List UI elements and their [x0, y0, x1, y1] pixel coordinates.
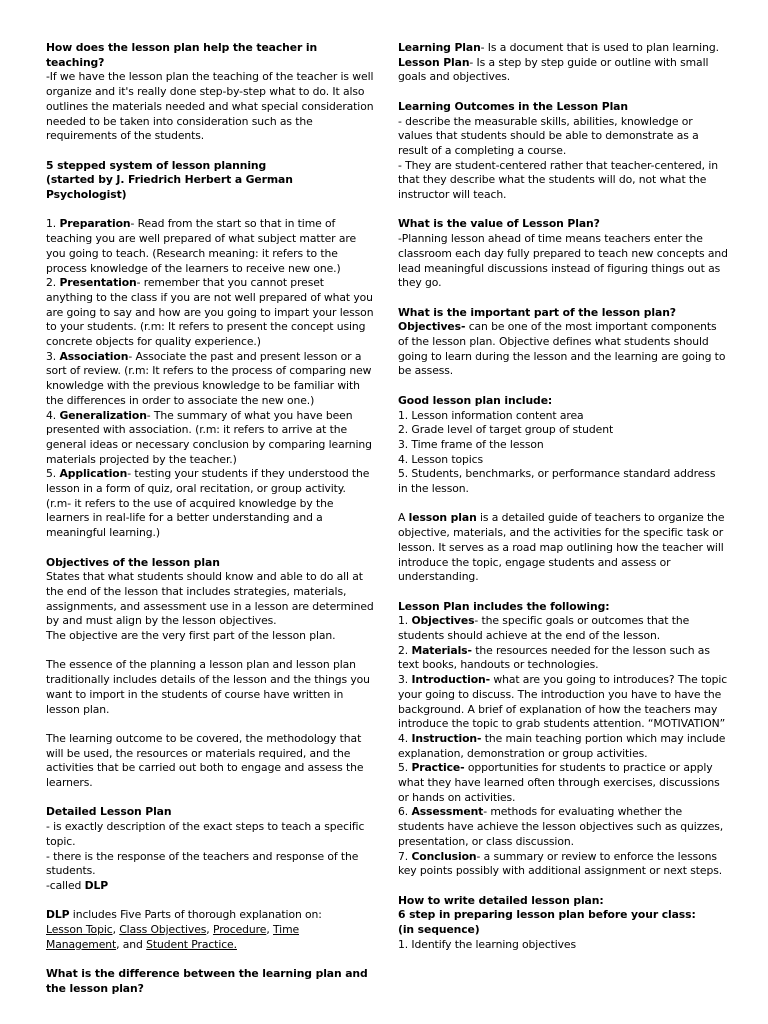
dlp-line: - is exactly description of the exact steps to teach a specific topic.: [46, 820, 365, 848]
term: lesson plan: [408, 511, 477, 525]
dlp-part: Student Practice.: [146, 937, 237, 951]
item-term: Assessment: [411, 805, 484, 819]
step-number: 4.: [46, 408, 60, 422]
dlp-part: Procedure: [212, 923, 267, 937]
step-text: - remember that you cannot preset anything to the class if you are not well prepared of what you are going to say and how are you going to impart your lesson to your students. (r.m: It refers to present the concept using concrete objects for quality experience.): [46, 276, 374, 349]
dlp-parts-text: includes Five Parts of thorough explanation on:: [69, 908, 322, 922]
separator: ,: [112, 923, 120, 937]
item-number: 1.: [398, 614, 412, 628]
include-item: [398, 614, 728, 643]
heading-objectives: Objectives of the lesson plan: [46, 555, 220, 569]
dlp-called-prefix: -called: [46, 878, 85, 892]
dlp-called-line: [46, 879, 374, 894]
right-column: [398, 41, 728, 952]
outcome-line: - They are student-centered rather that teacher-centered, in that they describe what the students will do, not what the instructor will teach.: [398, 158, 718, 202]
heading-five-stepped-system: 5 stepped system of lesson planning: [46, 158, 267, 172]
item-text: opportunities for students to practice or apply what they have learned often through exercises, discussions or hands on activities.: [398, 761, 720, 804]
separator: , and: [116, 937, 147, 951]
step-text: - The summary of what you have been presented with association. (r.m: it refers to arrive at the general ideas or necessary conclusion by comparing learning materials projected by the teacher.): [46, 408, 372, 466]
paragraph-lesson-plan-guide: [398, 511, 728, 585]
heading-value: What is the value of Lesson Plan?: [398, 217, 600, 231]
list-item: 5. Students, benchmarks, or performance standard address in the lesson.: [398, 467, 716, 496]
step-item: [46, 409, 374, 468]
include-item: [398, 761, 728, 805]
outcome-line: - describe the measurable skills, abilities, knowledge or values that students should be able to demonstrate as a result of a completing a course.: [398, 114, 699, 157]
step-term: Generalization: [59, 408, 147, 422]
paragraph-essence: The essence of the planning a lesson plan and lesson plan traditionally includes details of the lesson and the things you want to import in the students of course have written in lesson plan.: [46, 658, 370, 716]
heading-herbert-origin: (started by J. Friedrich Herbert a German Psychologist): [46, 173, 293, 202]
paragraph-important-part: [398, 320, 728, 379]
step-term: Presentation: [59, 276, 137, 290]
item-term: Introduction-: [411, 673, 491, 687]
step-term: Application: [59, 467, 128, 481]
dlp-line: - there is the response of the teachers and response of the students.: [46, 849, 359, 878]
paragraph-text: is a detailed guide of teachers to organize the objective, materials, and the activities for the specific task or lesson. It serves as a road map outlining how the teacher will introduce the topic, engage students and assess or understanding.: [398, 511, 725, 584]
heading-in-sequence: (in sequence): [398, 923, 480, 937]
item-number: 6.: [398, 805, 412, 819]
step-item: [46, 350, 374, 409]
item-term: Instruction-: [411, 731, 482, 745]
item-term: Conclusion: [411, 849, 477, 863]
step-number: 5.: [46, 467, 60, 481]
heading-important-part: What is the important part of the lesson plan?: [398, 305, 676, 319]
step-item: [46, 467, 374, 541]
term: Objectives-: [398, 320, 466, 334]
list-item: 3. Time frame of the lesson: [398, 437, 544, 451]
heading-lesson-plan-help: How does the lesson plan help the teacher in teaching?: [46, 41, 318, 69]
step-text: - Read from the start so that in time of teaching you are well prepared of what subject matter are you going to teach. (Research meaning: it refers to the process knowledge of the learners to receive new one.): [46, 217, 356, 275]
item-text: - a summary or review to enforce the lessons key points possibly with additional assignment or next steps.: [398, 849, 723, 878]
item-number: 3.: [398, 673, 412, 687]
list-item: 4. Lesson topics: [398, 452, 483, 466]
heading-detailed-lesson-plan: Detailed Lesson Plan: [46, 805, 172, 819]
item-number: 4.: [398, 731, 412, 745]
step-term: Association: [59, 349, 129, 363]
dlp-part: Class Objectives: [119, 923, 207, 937]
list-item: 2. Grade level of target group of student: [398, 423, 614, 437]
step-number: 3.: [46, 349, 60, 363]
paragraph-learning-outcome: The learning outcome to be covered, the methodology that will be used, the resources or materials required, and the activities that be carried out both to engage and assess the learners.: [46, 731, 364, 790]
step-number: 1.: [46, 217, 60, 231]
heading-learning-outcomes: Learning Outcomes in the Lesson Plan: [398, 99, 628, 113]
paragraph-prefix: A: [398, 511, 409, 525]
item-text: what are you going to introduces? The topic your going to discuss. The introduction you have to have the background. A brief of explanation of how the teachers may introduce the topic to grab students attention. “MOTIVATION”: [398, 673, 728, 731]
item-term: Materials-: [411, 643, 472, 657]
paragraph-lesson-plan-help: -If we have the lesson plan the teaching of the teacher is well organize and it's really done step-by-step what to do. It also outlines the materials needed and what special consideration needed to be taken into consideration such as the requirements of the students.: [46, 70, 374, 143]
paragraph-text: can be one of the most important components of the lesson plan. Objective defines what students should going to learn during the lesson and the learning are going to be assess.: [398, 320, 726, 378]
separator: ,: [266, 923, 273, 937]
paragraph-objectives: States that what students should know and able to do all at the end of the lesson that includes strategies, materials, assignments, and assessment use in a lesson are determined by and must align by the lesson objectives.: [46, 570, 374, 628]
item-number: 5.: [398, 761, 412, 775]
step-text: - testing your students if they understood the lesson in a form of quiz, oral recitation, or group activity. (r.m- it refers to the use of acquired knowledge by the learners in real-life for a better understanding and a meaningful learning.): [46, 467, 370, 540]
item-text: - the specific goals or outcomes that the students should achieve at the end of the lesson.: [398, 614, 690, 643]
step-text: - Associate the past and present lesson or a sort of review. (r.m: It refers to the process of comparing new knowledge with the previous knowledge to be familiar with the differences in order to associate the new one.): [46, 349, 372, 407]
dlp-part: Time Management: [46, 923, 300, 951]
step-number: 2.: [46, 276, 60, 290]
item-number: 7.: [398, 849, 412, 863]
item-text: the resources needed for the lesson such as text books, handouts or technologies.: [398, 643, 710, 672]
item-text: - methods for evaluating whether the students have achieve the lesson objectives such as quizzes, presentation, or class discussion.: [398, 805, 724, 848]
item-term: Objectives: [411, 614, 475, 628]
heading-good-lesson-plan: Good lesson plan include:: [398, 393, 553, 407]
term: Learning Plan: [398, 41, 481, 54]
heading-how-to-write: How to write detailed lesson plan:: [398, 893, 604, 907]
item-number: 2.: [398, 643, 412, 657]
include-item: [398, 805, 728, 849]
step-item: [46, 217, 374, 276]
include-item: [398, 732, 728, 761]
include-item: [398, 644, 728, 673]
step-item: [46, 276, 374, 350]
step-term: Preparation: [59, 217, 131, 231]
definition-text: - Is a step by step guide or outline with small goals and objectives.: [398, 55, 709, 84]
dlp-part: Lesson Topic: [46, 923, 113, 937]
list-item: 1. Identify the learning objectives: [398, 937, 576, 951]
dlp-abbrev: DLP: [46, 908, 70, 922]
left-column: [46, 41, 374, 997]
heading-includes: Lesson Plan includes the following:: [398, 599, 610, 613]
definition-text: - Is a document that is used to plan learning.: [480, 41, 719, 54]
separator: ,: [206, 923, 213, 937]
dlp-parts-list: [46, 923, 374, 952]
definition-lesson-plan: [398, 56, 728, 85]
definition-learning-plan: [398, 41, 728, 56]
include-item: [398, 850, 728, 879]
include-item: [398, 673, 728, 732]
list-item: 1. Lesson information content area: [398, 408, 584, 422]
paragraph-objectives-first-part: The objective are the very first part of the lesson plan.: [46, 629, 336, 643]
heading-difference: What is the difference between the learning plan and the lesson plan?: [46, 967, 368, 995]
item-term: Practice-: [411, 761, 465, 775]
term: Lesson Plan: [398, 55, 470, 69]
heading-six-steps: 6 step in preparing lesson plan before your class:: [398, 908, 696, 922]
dlp-abbrev: DLP: [84, 878, 109, 892]
dlp-parts-line: [46, 908, 374, 923]
paragraph-value: -Planning lesson ahead of time means teachers enter the classroom each day fully prepared to teach new concepts and lead meaningful discussions instead of figuring things out as they go.: [398, 232, 728, 290]
item-text: the main teaching portion which may include explanation, demonstration or group activities.: [398, 731, 726, 760]
